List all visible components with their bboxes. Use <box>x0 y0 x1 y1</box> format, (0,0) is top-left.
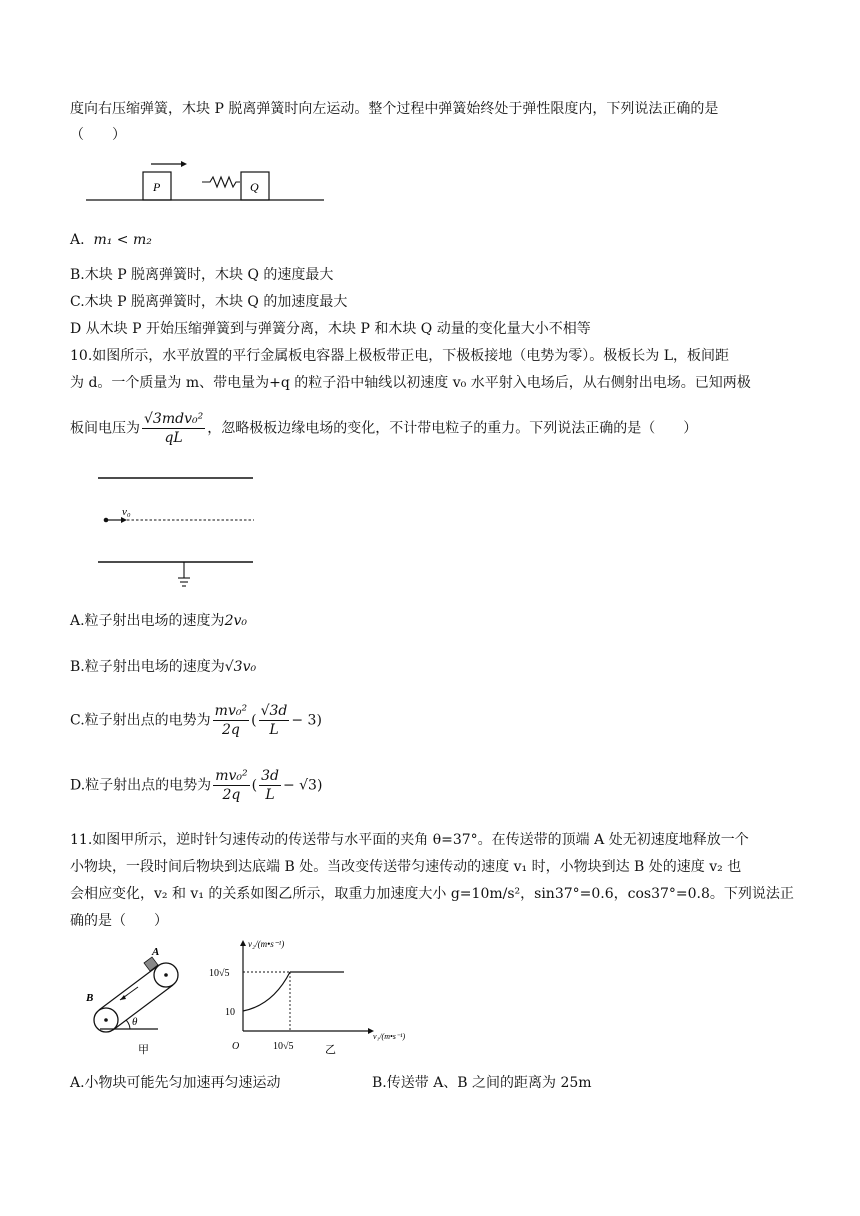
q11-stem-line-2: 小物块，一段时间后物块到达底端 B 处。当改变传送带匀速传动的速度 v₁ 时，小物块到达 B 处的速度 v₂ 也 <box>70 859 742 875</box>
q11-conveyor-figure <box>80 945 210 1060</box>
q11-graph-x-label: v₁/(m•s⁻¹) <box>373 1032 406 1041</box>
q11-graph-figure <box>205 935 430 1060</box>
q9-option-c: C.木块 P 脱离弹簧时，木块 Q 的加速度最大 <box>70 294 348 310</box>
q11-option-b: B.传送带 A、B 之间的距离为 25m <box>372 1075 592 1091</box>
q9-block-p-label: P <box>153 180 161 194</box>
q10-voltage-fraction: $\frac{\text{√3mdv₀²}}{qL}$ <box>144 411 204 446</box>
q11-fig1-caption: 甲 <box>138 1043 149 1056</box>
q11-graph-y-mid: 10 <box>225 1007 235 1018</box>
q10-option-c: C.粒子射出点的电势为 $\frac{\text{mv₀²}}{2q}$ ( $\frac{√3d}{L}$ − 3) <box>70 703 322 738</box>
q11-point-a-label: A <box>152 946 160 958</box>
q10-option-d: D.粒子射出点的电势为 $\frac{\text{mv₀²}}{2q}$ ( $\frac{3d}{L}$ − √3) <box>70 768 323 803</box>
q10-v0-label: v₀ <box>122 506 131 518</box>
q11-option-a: A.小物块可能先匀加速再匀速运动 <box>70 1075 281 1091</box>
q11-stem-line-3: 会相应变化，v₂ 和 v₁ 的关系如图乙所示，取重力加速度大小 g=10m/s²，sin37°=0.6，cos37°=0.8。下列说法正 <box>70 886 794 902</box>
q11-stem-line-4: 确的是（ ） <box>70 913 168 929</box>
q9-block-q-label: Q <box>250 180 259 194</box>
q10-capacitor-figure <box>96 470 261 594</box>
q10-stem-line-2: 为 d。一个质量为 m、带电量为+q 的粒子沿中轴线以初速度 v₀ 水平射入电场后，从右侧射出电场。已知两极 <box>70 375 751 391</box>
q10-option-b-expr: √3v₀ <box>224 659 257 675</box>
q10-option-a: A.粒子射出电场的速度为2v₀ <box>70 613 247 629</box>
q10-option-b: B.粒子射出电场的速度为√3v₀ <box>70 659 257 675</box>
q10-option-a-expr: 2v₀ <box>224 613 247 629</box>
q10-stem-line-3: 板间电压为 $\frac{\text{√3mdv₀²}}{qL}$ ，忽略极板边缘电场的变化，不计带电粒子的重力。下列说法正确的是（ ） <box>70 411 698 446</box>
q9-option-d: D 从木块 P 开始压缩弹簧到与弹簧分离，木块 P 和木块 Q 动量的变化量大小不相等 <box>70 321 591 337</box>
q11-point-b-label: B <box>86 992 94 1004</box>
q11-graph-x-mark: 10√5 <box>273 1041 294 1052</box>
q11-graph-y-top: 10√5 <box>209 968 230 979</box>
q11-graph-y-label: v₂/(m•s⁻¹) <box>248 939 285 949</box>
q9-spring-blocks-figure <box>84 158 329 206</box>
q9-option-a-expr: m₁ < m₂ <box>93 232 152 248</box>
q11-theta-label: θ <box>132 1016 138 1028</box>
q11-fig2-caption: 乙 <box>325 1043 336 1056</box>
q11-stem-line-1: 11.如图甲所示，逆时针匀速传动的传送带与水平面的夹角 θ=37°。在传送带的顶端 A 处无初速度地释放一个 <box>70 832 749 848</box>
q11-graph-origin: O <box>232 1041 240 1052</box>
q9-stem-line: 度向右压缩弹簧，木块 P 脱离弹簧时向左运动。整个过程中弹簧始终处于弹性限度内，下列说法正确的是 <box>70 101 719 117</box>
q9-option-b: B.木块 P 脱离弹簧时，木块 Q 的速度最大 <box>70 267 334 283</box>
q10-stem-line-1: 10.如图所示，水平放置的平行金属板电容器上极板带正电，下极板接地（电势为零）。极板长为 L，板间距 <box>70 348 730 364</box>
q9-answer-blank: （ ） <box>70 127 126 143</box>
q9-option-a: A. m₁ < m₂ <box>70 232 152 248</box>
